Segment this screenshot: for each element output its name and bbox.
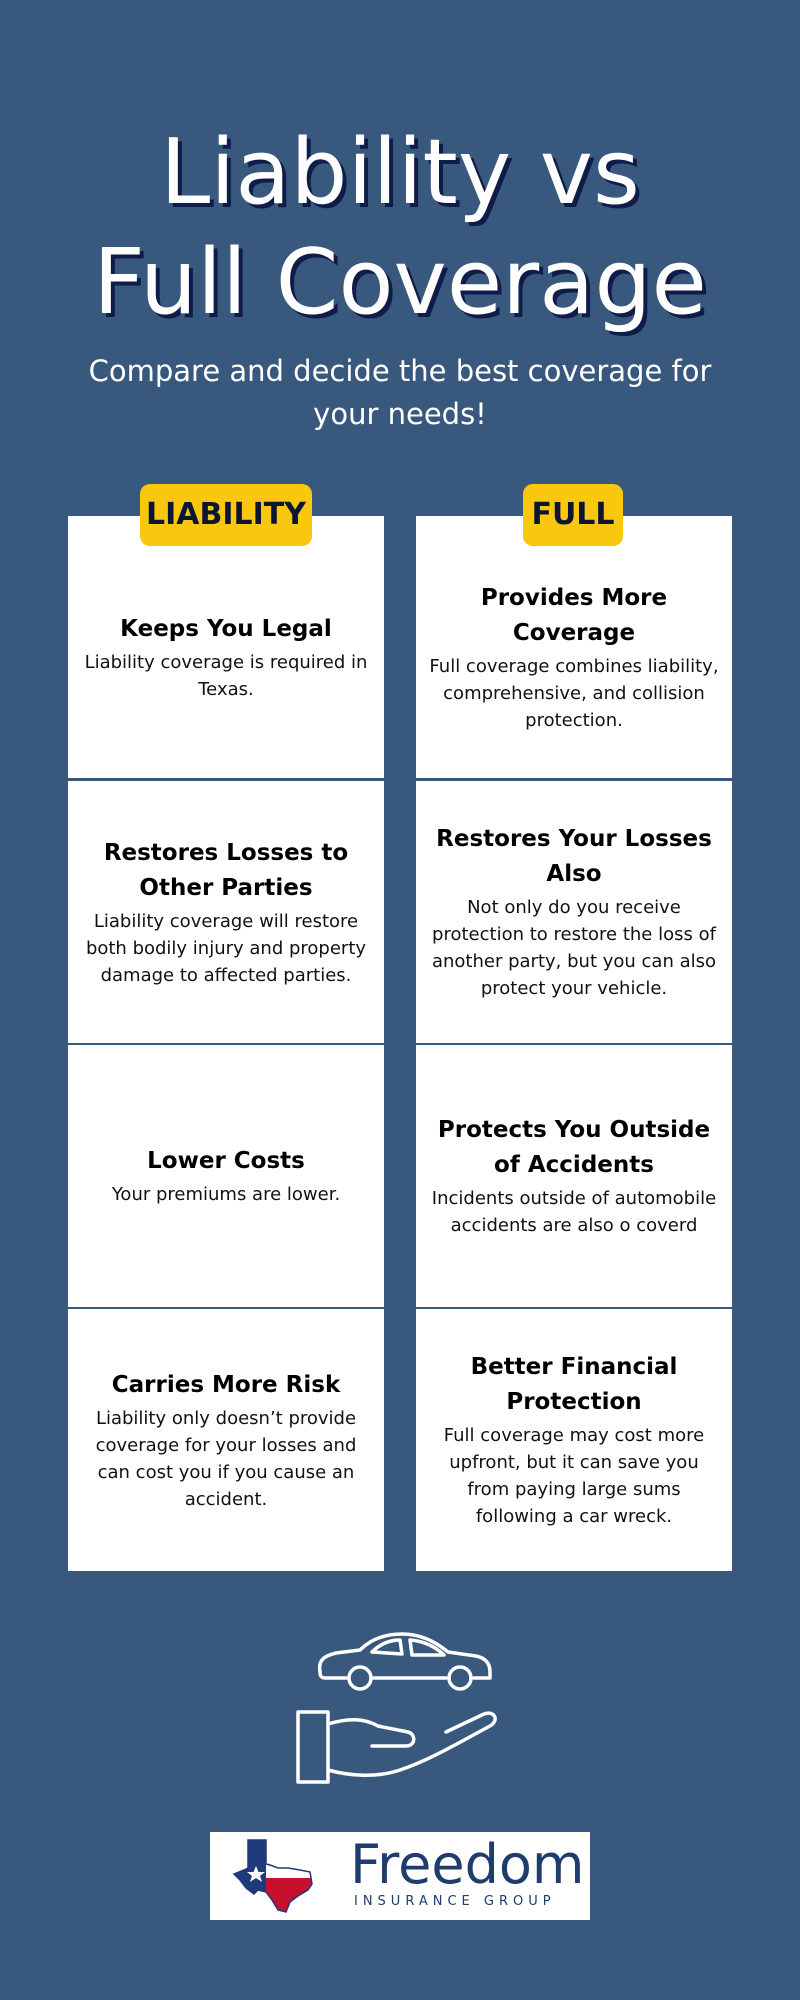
full-card-outside bbox=[416, 1045, 732, 1307]
card-text: Liability coverage will restore both bodily injury and property damage to affected parties. bbox=[85, 910, 367, 986]
logo-name: Freedom bbox=[350, 1833, 585, 1896]
liability-column bbox=[68, 516, 384, 1572]
card-text: Not only do you receive protection to restore the loss of another party, but you can also protect your vehicle. bbox=[431, 897, 716, 999]
liability-card-risk bbox=[68, 1309, 384, 1571]
card-text: Your premiums are lower. bbox=[111, 1184, 341, 1205]
liability-card-costs bbox=[68, 1045, 384, 1307]
title-line-2: Full Coverage bbox=[93, 230, 707, 335]
full-column bbox=[416, 516, 732, 1572]
card-heading: Keeps You Legal bbox=[120, 615, 332, 642]
subtitle: Compare and decide the best coverage for your needs! bbox=[88, 354, 712, 431]
card-heading: Carries More Risk bbox=[111, 1371, 341, 1398]
card-heading: Restores Losses to Other Parties bbox=[103, 839, 349, 901]
card-text: Full coverage may cost more upfront, but it can save you from paying large sums following a car wreck. bbox=[443, 1425, 705, 1527]
card-heading: Better Financial Protection bbox=[470, 1354, 678, 1415]
card-heading: Provides More Coverage bbox=[480, 584, 668, 646]
liability-card-legal bbox=[68, 516, 384, 778]
card-heading: Lower Costs bbox=[147, 1148, 305, 1174]
liability-badge: LIABILITY bbox=[140, 484, 312, 546]
texas-flag-icon bbox=[230, 1838, 316, 1914]
card-text: Liability only doesn’t provide coverage for your losses and can cost you if you cause an accident. bbox=[95, 1407, 357, 1510]
full-badge: FULL bbox=[523, 484, 623, 546]
full-card-financial bbox=[416, 1309, 732, 1571]
full-card-restores bbox=[416, 781, 732, 1043]
page-title bbox=[0, 118, 800, 338]
liability-card-restores bbox=[68, 781, 384, 1043]
full-card-coverage bbox=[416, 516, 732, 778]
card-text: Full coverage combines liability, comprehensive, and collision protection. bbox=[429, 655, 719, 731]
card-text: Incidents outside of automobile accidents are also o coverd bbox=[431, 1188, 717, 1236]
card-heading: Protects You Outside of Accidents bbox=[437, 1117, 711, 1178]
card-heading: Restores Your Losses Also bbox=[436, 826, 712, 887]
title-line-1: Liability vs bbox=[160, 120, 640, 225]
freedom-logo bbox=[210, 1832, 590, 1920]
logo-subtitle: INSURANCE GROUP bbox=[354, 1894, 556, 1909]
car-in-hand-icon bbox=[290, 1620, 510, 1785]
card-text: Liability coverage is required in Texas. bbox=[84, 651, 368, 700]
